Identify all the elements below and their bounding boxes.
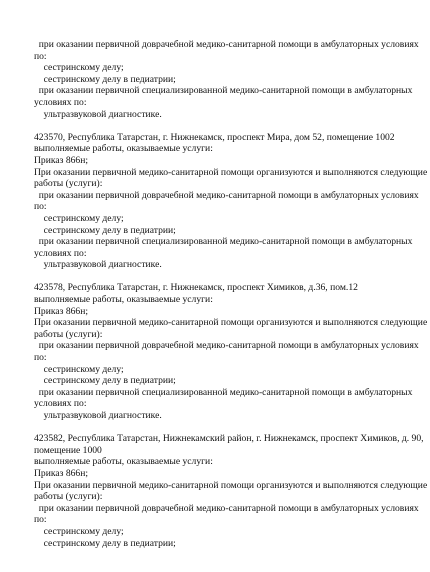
text-line: При оказании первичной медико-санитарной помощи организуются и выполняются следующие <box>34 166 428 178</box>
text-line: выполняемые работы, оказываемые услуги: <box>34 294 213 306</box>
text-line: условиях по: <box>34 398 87 410</box>
license-block-3 <box>34 282 428 421</box>
text-line: сестринскому делу в педиатрии; <box>34 73 176 85</box>
text-line: по: <box>34 514 47 526</box>
license-block-2 <box>34 131 428 271</box>
text-line: Приказ 866н; <box>34 305 89 317</box>
text-line: при оказании первичной доврачебной медико-санитарной помощи в амбулаторных условиях <box>34 189 419 201</box>
text-line: сестринскому делу в педиатрии; <box>34 375 176 387</box>
text-line: сестринскому делу в педиатрии; <box>34 224 176 236</box>
text-line: по: <box>34 352 47 364</box>
text-line: сестринскому делу; <box>34 363 124 375</box>
text-line: сестринскому делу; <box>34 525 124 537</box>
text-line: сестринскому делу в педиатрии; <box>34 537 176 549</box>
address-line: 423570, Республика Татарстан, г. Нижнекамск, проспект Мира, дом 52, помещение 1002 <box>34 131 395 143</box>
text-line: при оказании первичной специализированной медико-санитарной помощи в амбулаторных <box>34 85 413 97</box>
text-line: работы (услуги): <box>34 328 103 340</box>
text-line: условиях по: <box>34 96 87 108</box>
paragraph-gap <box>34 120 418 132</box>
text-line: выполняемые работы, оказываемые услуги: <box>34 143 213 155</box>
text-line: при оказании первичной доврачебной медико-санитарной помощи в амбулаторных условиях <box>34 340 419 352</box>
text-line: работы (услуги): <box>34 178 103 190</box>
text-line: при оказании первичной доврачебной медико-санитарной помощи в амбулаторных условиях <box>34 39 419 50</box>
license-block-4 <box>34 433 428 549</box>
text-line: сестринскому делу; <box>34 212 124 224</box>
paragraph-gap <box>34 422 418 434</box>
text-line: при оказании первичной специализированной медико-санитарной помощи в амбулаторных <box>34 386 413 398</box>
text-line: сестринскому делу; <box>34 62 124 74</box>
address-line: 423578, Республика Татарстан, г. Нижнекамск, проспект Химиков, д.36, пом.12 <box>34 282 358 294</box>
text-line: выполняемые работы, оказываемые услуги: <box>34 456 213 468</box>
text-line: Приказ 866н; <box>34 154 89 166</box>
address-line: 423582, Республика Татарстан, Нижнекамский район, г. Нижнекамск, проспект Химиков, д. 90, <box>34 433 424 445</box>
document-page <box>34 39 428 549</box>
text-line: условиях по: <box>34 247 87 259</box>
text-line: по: <box>34 50 47 62</box>
text-line: при оказании первичной доврачебной медико-санитарной помощи в амбулаторных условиях <box>34 502 419 514</box>
text-line: Приказ 866н; <box>34 467 89 479</box>
text-line: работы (услуги): <box>34 491 103 503</box>
text-line: при оказании первичной специализированной медико-санитарной помощи в амбулаторных <box>34 236 413 248</box>
text-line: помещение 1000 <box>34 444 102 456</box>
text-line: При оказании первичной медико-санитарной помощи организуются и выполняются следующие <box>34 317 428 329</box>
text-line: При оказании первичной медико-санитарной помощи организуются и выполняются следующие <box>34 479 428 491</box>
text-line: ультразвуковой диагностике. <box>34 410 162 421</box>
text-line: по: <box>34 201 47 213</box>
license-block-1 <box>34 39 418 120</box>
text-line: ультразвуковой диагностике. <box>34 259 162 271</box>
paragraph-gap <box>34 271 418 283</box>
text-line: ультразвуковой диагностике. <box>34 108 162 120</box>
